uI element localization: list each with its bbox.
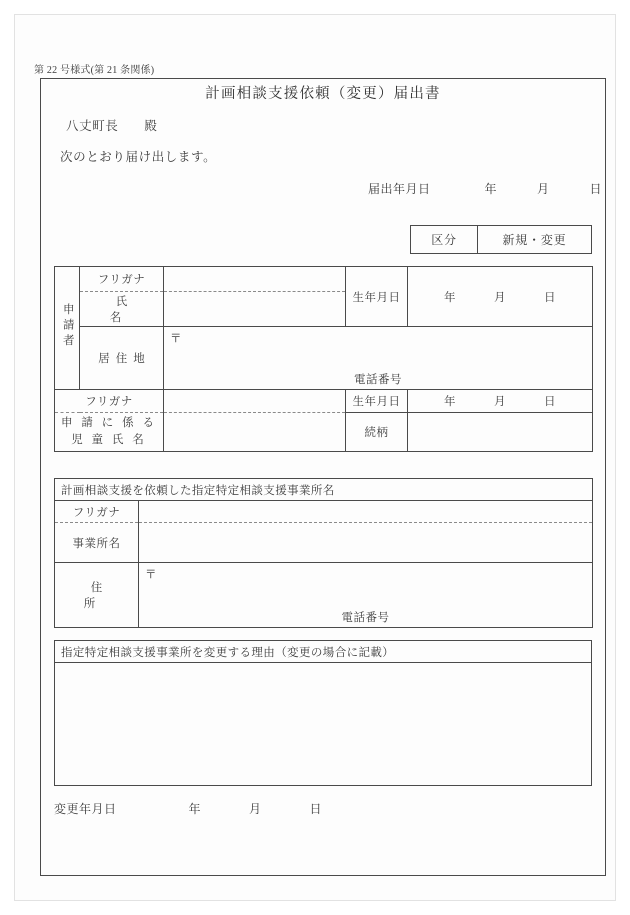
child-relation-label: 続柄 bbox=[346, 413, 408, 452]
reason-table bbox=[54, 640, 592, 786]
child-birth-day: 日 bbox=[544, 396, 556, 408]
applicant-postal-mark: 〒 bbox=[164, 327, 593, 355]
table-row bbox=[55, 390, 593, 413]
applicant-birth-label: 生年月日 bbox=[346, 267, 408, 327]
child-furigana-label: フリガナ bbox=[55, 390, 164, 413]
child-birth-label: 生年月日 bbox=[346, 390, 408, 413]
office-furigana-label: フリガナ bbox=[55, 501, 139, 523]
table-row bbox=[55, 501, 593, 523]
addressee-name: 八丈町長 bbox=[66, 119, 119, 133]
child-name-label-line1: 申 請 に 係 る bbox=[61, 417, 157, 430]
child-furigana-value[interactable] bbox=[164, 390, 346, 413]
table-row bbox=[55, 413, 593, 452]
submit-date-day[interactable]: 日 bbox=[589, 182, 603, 196]
submit-date-month[interactable]: 月 bbox=[537, 182, 550, 196]
table-row bbox=[55, 479, 593, 501]
office-furigana-value[interactable] bbox=[139, 501, 593, 523]
child-relation-value[interactable] bbox=[408, 413, 593, 452]
office-postal-mark: 〒 bbox=[139, 563, 593, 591]
child-name-label-line2: 児 童 氏 名 bbox=[71, 434, 147, 446]
table-row bbox=[55, 563, 593, 591]
submit-date-row bbox=[368, 180, 602, 197]
applicant-birth-day: 日 bbox=[544, 291, 556, 304]
form-number-label: 第 22 号様式(第 21 条関係) bbox=[34, 65, 155, 76]
change-date-day[interactable]: 日 bbox=[309, 802, 323, 816]
office-section-title: 計画相談支援を依頼した指定特定相談支援事業所名 bbox=[55, 479, 593, 501]
table-row bbox=[55, 523, 593, 563]
table-row bbox=[55, 267, 593, 292]
child-birth-year: 年 bbox=[444, 396, 456, 408]
submit-date-year[interactable]: 年 bbox=[484, 182, 498, 196]
office-name-label: 事業所名 bbox=[55, 523, 139, 563]
table-row bbox=[55, 327, 593, 355]
kubun-table bbox=[410, 225, 592, 254]
applicant-birth-date[interactable] bbox=[408, 267, 593, 327]
applicant-name-label: 氏 名 bbox=[80, 292, 164, 327]
table-row bbox=[55, 641, 592, 663]
office-table bbox=[54, 478, 593, 628]
change-date-row bbox=[54, 800, 322, 817]
child-birth-date[interactable] bbox=[408, 390, 593, 413]
reason-section-title: 指定特定相談支援事業所を変更する理由（変更の場合に記載） bbox=[55, 641, 592, 663]
applicant-vertical-label: 申請者 bbox=[55, 267, 80, 390]
applicant-furigana-value[interactable] bbox=[164, 267, 346, 292]
reason-body-field[interactable] bbox=[55, 663, 592, 786]
office-name-value[interactable] bbox=[139, 523, 593, 563]
applicant-residence-label: 居住地 bbox=[80, 327, 164, 390]
child-name-label bbox=[55, 413, 164, 452]
child-name-value[interactable] bbox=[164, 413, 346, 452]
addressee-line bbox=[66, 116, 158, 134]
table-row bbox=[411, 226, 592, 254]
applicant-telephone-label[interactable]: 電話番号 bbox=[164, 354, 593, 390]
applicant-name-value[interactable] bbox=[164, 292, 346, 327]
change-date-month[interactable]: 月 bbox=[249, 802, 262, 816]
office-address-label: 住 所 bbox=[55, 563, 139, 628]
submit-date-label: 届出年月日 bbox=[368, 182, 431, 196]
child-birth-month: 月 bbox=[494, 396, 506, 408]
page-title: 計画相談支援依頼（変更）届出書 bbox=[205, 86, 441, 102]
applicant-table bbox=[54, 266, 593, 452]
office-telephone-label[interactable]: 電話番号 bbox=[139, 590, 593, 628]
table-row bbox=[55, 663, 592, 786]
applicant-birth-year: 年 bbox=[444, 291, 456, 304]
addressee-honorific: 殿 bbox=[144, 119, 158, 133]
change-date-year[interactable]: 年 bbox=[188, 802, 202, 816]
kubun-value[interactable]: 新規・変更 bbox=[478, 226, 592, 254]
kubun-label: 区分 bbox=[411, 226, 478, 254]
statement-line: 次のとおり届け出します。 bbox=[60, 150, 217, 164]
applicant-furigana-label: フリガナ bbox=[80, 267, 164, 292]
applicant-birth-month: 月 bbox=[494, 291, 506, 304]
change-date-label: 変更年月日 bbox=[54, 802, 117, 816]
